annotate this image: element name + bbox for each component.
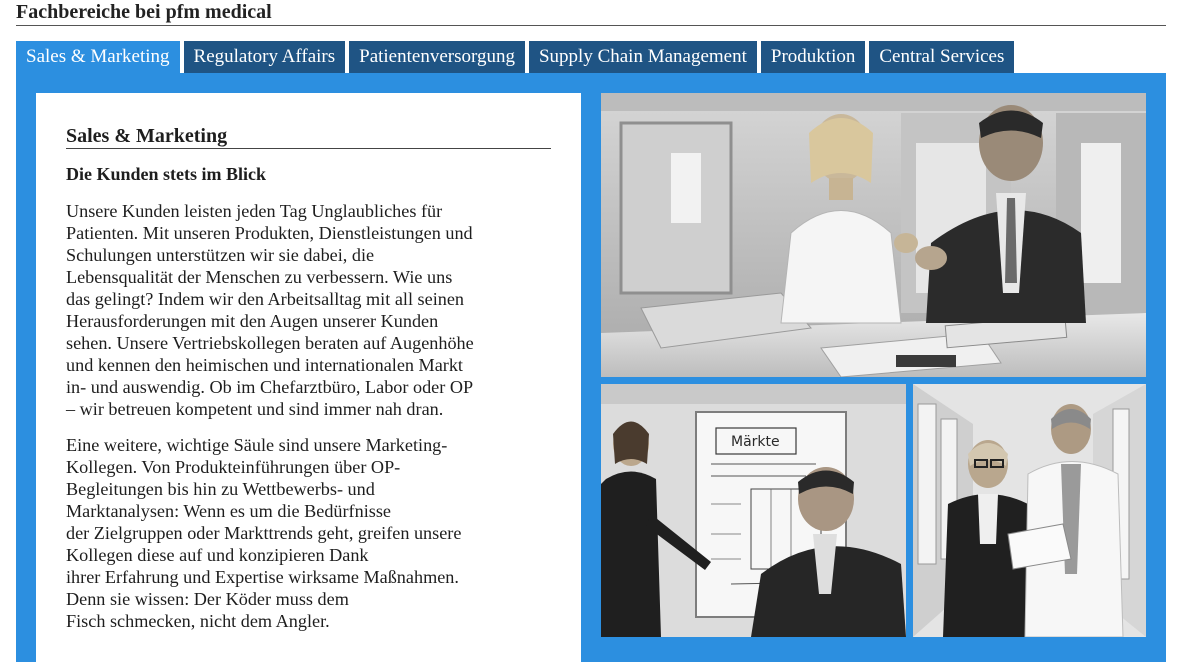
flipchart-heading: Märkte	[731, 434, 780, 450]
photo-flipchart-graphic	[601, 384, 906, 637]
paragraph-line: Eine weitere, wichtige Säule sind unsere Marketing-	[66, 435, 448, 455]
photo-consultation-graphic	[601, 93, 1146, 377]
paragraph-line: Kollegen. Von Produkteinführungen über OP-	[66, 457, 401, 477]
paragraph-line: Herausforderungen mit den Augen unserer Kunden	[66, 311, 439, 331]
paragraph-line: der Zielgruppen oder Markttrends geht, greifen unsere	[66, 523, 462, 543]
tab-sales-marketing[interactable]: Sales & Marketing	[16, 41, 180, 73]
text-panel	[36, 93, 581, 662]
paragraph-line: sehen. Unsere Vertriebskollegen beraten auf Augenhöhe	[66, 333, 474, 353]
paragraph-line: Unsere Kunden leisten jeden Tag Unglaubliches für	[66, 201, 443, 221]
photo-hallway-doctors	[913, 384, 1146, 637]
paragraph-line: Begleitungen bis hin zu Wettbewerbs- und	[66, 479, 375, 499]
paragraph-line: Kollegen diese auf und konzipieren Dank	[66, 545, 369, 565]
paragraph-line: Denn sie wissen: Der Köder muss dem	[66, 589, 349, 609]
photo-consultation	[601, 93, 1146, 377]
tab-patientenversorgung[interactable]: Patientenversorgung	[349, 41, 525, 73]
page-heading: Fachbereiche bei pfm medical	[16, 0, 1166, 26]
paragraph-line: Schulungen unterstützen wir sie dabei, die	[66, 245, 375, 265]
tab-produktion[interactable]: Produktion	[761, 41, 865, 73]
photo-flipchart-meeting	[601, 384, 906, 637]
tab-central-services[interactable]: Central Services	[869, 41, 1014, 73]
tab-supply-chain-management[interactable]: Supply Chain Management	[529, 41, 757, 73]
paragraph-line: – wir betreuen kompetent und sind immer nah dran.	[66, 399, 444, 419]
photo-hallway-graphic	[913, 384, 1146, 637]
paragraph-1	[66, 200, 556, 420]
paragraph-line: Lebensqualität der Menschen zu verbessern. Wie uns	[66, 267, 453, 287]
paragraph-line: Marktanalysen: Wenn es um die Bedürfnisse	[66, 501, 391, 521]
section-subtitle: Die Kunden stets im Blick	[66, 164, 267, 184]
paragraph-line: in- und auswendig. Ob im Chefarztbüro, Labor oder OP	[66, 377, 474, 397]
paragraph-2	[66, 434, 556, 632]
paragraph-line: ihrer Erfahrung und Expertise wirksame Maßnahmen.	[66, 567, 459, 587]
tab-regulatory-affairs[interactable]: Regulatory Affairs	[184, 41, 346, 73]
paragraph-line: und kennen den heimischen und internationalen Markt	[66, 355, 463, 375]
section-title: Sales & Marketing	[66, 125, 551, 149]
paragraph-line: Patienten. Mit unseren Produkten, Dienstleistungen und	[66, 223, 473, 243]
paragraph-line: das gelingt? Indem wir den Arbeitsalltag mit all seinen	[66, 289, 465, 309]
paragraph-line: Fisch schmecken, nicht dem Angler.	[66, 611, 330, 631]
tab-bar	[16, 41, 1014, 73]
